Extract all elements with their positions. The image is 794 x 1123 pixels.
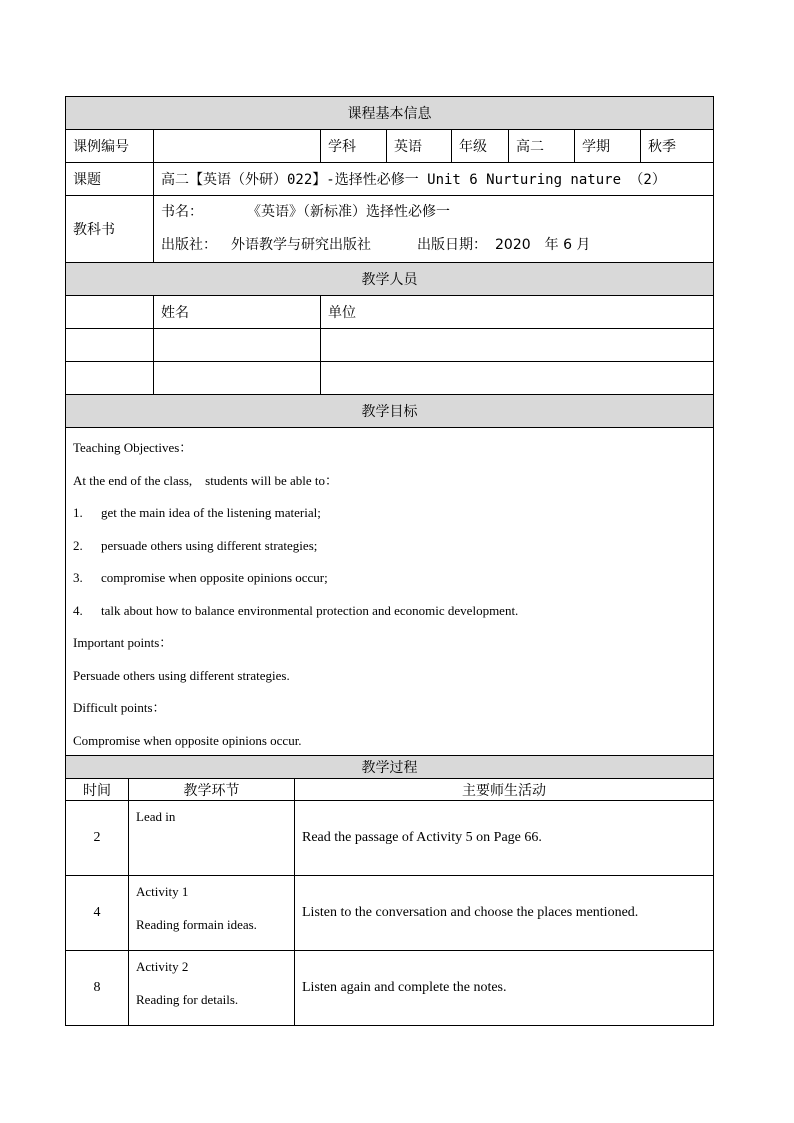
col-time: 时间 — [66, 779, 129, 801]
term-value: 秋季 — [641, 130, 714, 163]
staff-row — [66, 362, 714, 395]
row-time: 4 — [66, 876, 129, 951]
objective-item: 3. compromise when opposite opinions occur; — [73, 570, 328, 585]
staff-header: 教学人员 — [66, 263, 714, 296]
objective-item: 2. persuade others using different strategies; — [73, 537, 318, 553]
pub-date-value: 2020 年 6 月 — [495, 237, 591, 253]
col-activity: 主要师生活动 — [295, 779, 714, 801]
objectives-body — [66, 428, 714, 762]
difficult-points-label: Difficult points： — [73, 700, 166, 715]
topic-value: 高二【英语（外研）022】-选择性必修一 Unit 6 Nurturing nature （2） — [154, 163, 714, 196]
process-table — [65, 755, 714, 1026]
objective-item: 4. talk about how to balance environmental protection and economic development. — [73, 602, 519, 618]
important-points-label: Important points： — [73, 635, 173, 650]
grade-label: 年级 — [452, 130, 509, 163]
row-step: Lead in — [129, 801, 295, 876]
important-points-text: Persuade others using different strategies. — [73, 667, 290, 683]
book-name-label: 书名： — [161, 204, 203, 220]
term-label: 学期 — [575, 130, 641, 163]
row-activity: Listen to the conversation and choose the places mentioned. — [295, 876, 714, 951]
book-name-line — [161, 196, 706, 229]
row-step: Activity 1 Reading formain ideas. — [129, 876, 295, 951]
grade-value: 高二 — [509, 130, 575, 163]
topic-label: 课题 — [66, 163, 154, 196]
subject-label: 学科 — [321, 130, 387, 163]
process-header: 教学过程 — [66, 756, 714, 779]
staff-blank-cell — [66, 296, 154, 329]
row-time: 2 — [66, 801, 129, 876]
course-info-table — [65, 96, 714, 762]
table-row — [66, 876, 714, 951]
pub-date-label: 出版日期： — [417, 237, 487, 253]
row-step: Activity 2 Reading for details. — [129, 951, 295, 1026]
row-activity: Listen again and complete the notes. — [295, 951, 714, 1026]
staff-row — [66, 329, 714, 362]
book-name-value: 《英语》（新标准）选择性必修一 — [247, 204, 450, 220]
subject-value: 英语 — [387, 130, 452, 163]
row-time: 8 — [66, 951, 129, 1026]
difficult-points-text: Compromise when opposite opinions occur. — [73, 732, 302, 748]
publisher-value: 外语教学与研究出版社 — [231, 237, 371, 253]
objectives-header: 教学目标 — [66, 395, 714, 428]
objectives-intro: Teaching Objectives： — [73, 440, 193, 455]
textbook-label: 教科书 — [66, 196, 154, 263]
table-row — [66, 951, 714, 1026]
publisher-line — [161, 229, 706, 262]
code-value — [154, 130, 321, 163]
staff-name-col: 姓名 — [154, 296, 321, 329]
basic-info-header: 课程基本信息 — [66, 97, 714, 130]
col-step: 教学环节 — [129, 779, 295, 801]
staff-unit-col: 单位 — [321, 296, 714, 329]
row-activity: Read the passage of Activity 5 on Page 66. — [295, 801, 714, 876]
table-row — [66, 801, 714, 876]
textbook-details — [154, 196, 714, 263]
objective-item: 1. get the main idea of the listening material; — [73, 505, 321, 520]
publisher-label: 出版社： — [161, 237, 217, 253]
code-label: 课例编号 — [66, 130, 154, 163]
objectives-lead: At the end of the class, students will be able to： — [73, 472, 339, 488]
